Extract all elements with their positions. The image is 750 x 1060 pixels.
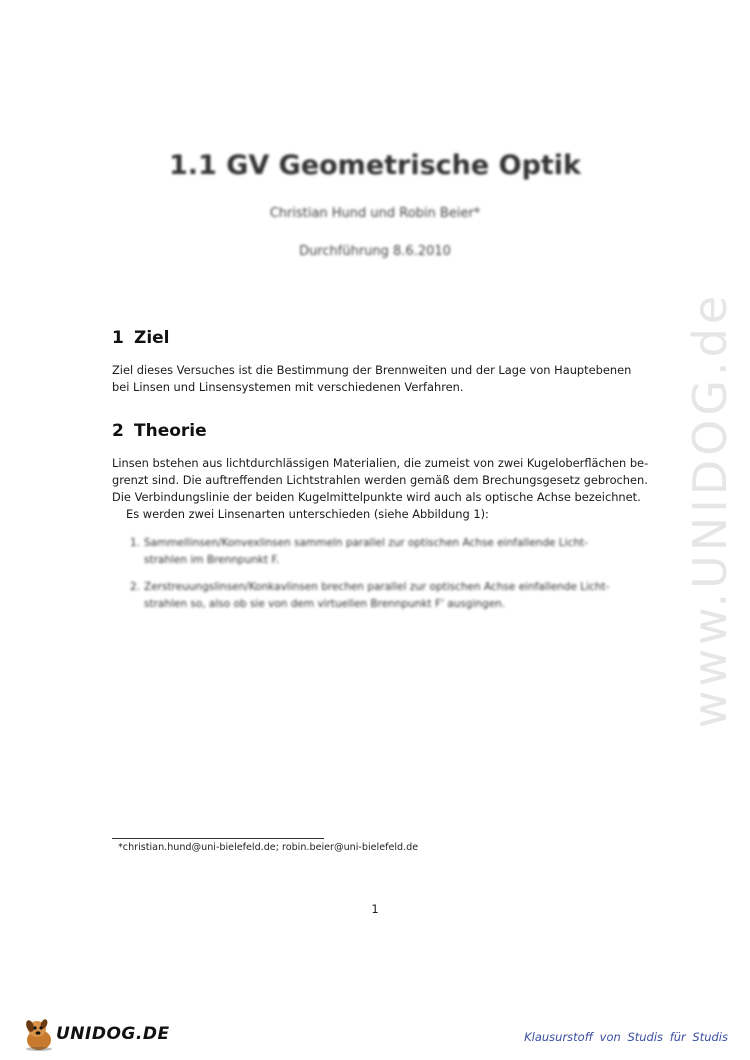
document-date: Durchführung 8.6.2010 bbox=[299, 244, 451, 259]
paragraph-line: Ziel dieses Versuches ist die Bestimmung der Brennweiten und der Lage von Hauptebenen bbox=[112, 363, 632, 377]
paragraph-line: Die Verbindungslinie der beiden Kugelmittelpunkte wird auch als optische Achse bezeichnet. bbox=[112, 490, 641, 504]
list-marker: 1. bbox=[130, 537, 141, 549]
footnote: *christian.hund@uni-bielefeld.de; robin.beier@uni-bielefeld.de bbox=[118, 842, 419, 853]
document-authors: Christian Hund und Robin Beier* bbox=[269, 206, 481, 221]
list-item-line: Zerstreuungslinsen/Konkavlinsen brechen parallel zur optischen Achse einfallende Licht- bbox=[144, 581, 610, 593]
section-paragraph-theorie bbox=[112, 455, 649, 523]
logo-text: UNIDOG.DE bbox=[56, 1024, 170, 1044]
document-title: 1.1 GV Geometrische Optik bbox=[168, 150, 582, 181]
unidog-logo bbox=[22, 1016, 170, 1052]
section-heading-ziel bbox=[112, 328, 170, 348]
page-number: 1 bbox=[371, 902, 379, 916]
section-heading-theorie bbox=[112, 421, 207, 441]
dog-mascot-icon bbox=[22, 1016, 56, 1052]
footer-tagline: Klausurstoff von Studis für Studis bbox=[524, 1030, 728, 1044]
paragraph-line: bei Linsen und Linsensystemen mit verschiedenen Verfahren. bbox=[112, 380, 464, 394]
paragraph-line: grenzt sind. Die auftreffenden Lichtstrahlen werden gemäß dem Brechungsgesetz gebrochen. bbox=[112, 473, 648, 487]
list-item bbox=[130, 535, 638, 569]
paragraph-line: Es werden zwei Linsenarten unterschieden (siehe Abbildung 1): bbox=[126, 507, 489, 521]
list-item-line: Sammellinsen/Konvexlinsen sammeln parallel zur optischen Achse einfallende Licht- bbox=[144, 537, 588, 549]
section-number: 2 bbox=[112, 421, 124, 441]
section-number: 1 bbox=[112, 328, 124, 348]
watermark bbox=[680, 280, 740, 740]
section-title: Ziel bbox=[134, 328, 170, 348]
list-item bbox=[130, 579, 638, 613]
section-paragraph-ziel bbox=[112, 362, 638, 396]
list-marker: 2. bbox=[130, 581, 141, 593]
watermark-text: www.UNIDOG.de bbox=[683, 291, 737, 729]
list-item-line: strahlen im Brennpunkt F. bbox=[144, 554, 280, 566]
list-item-line: strahlen so, also ob sie von dem virtuellen Brennpunkt F' ausgingen. bbox=[144, 598, 506, 610]
paragraph-line: Linsen bstehen aus lichtdurchlässigen Materialien, die zumeist von zwei Kugeloberflächen be- bbox=[112, 456, 649, 470]
section-title: Theorie bbox=[134, 421, 207, 441]
footnote-divider bbox=[112, 838, 324, 839]
